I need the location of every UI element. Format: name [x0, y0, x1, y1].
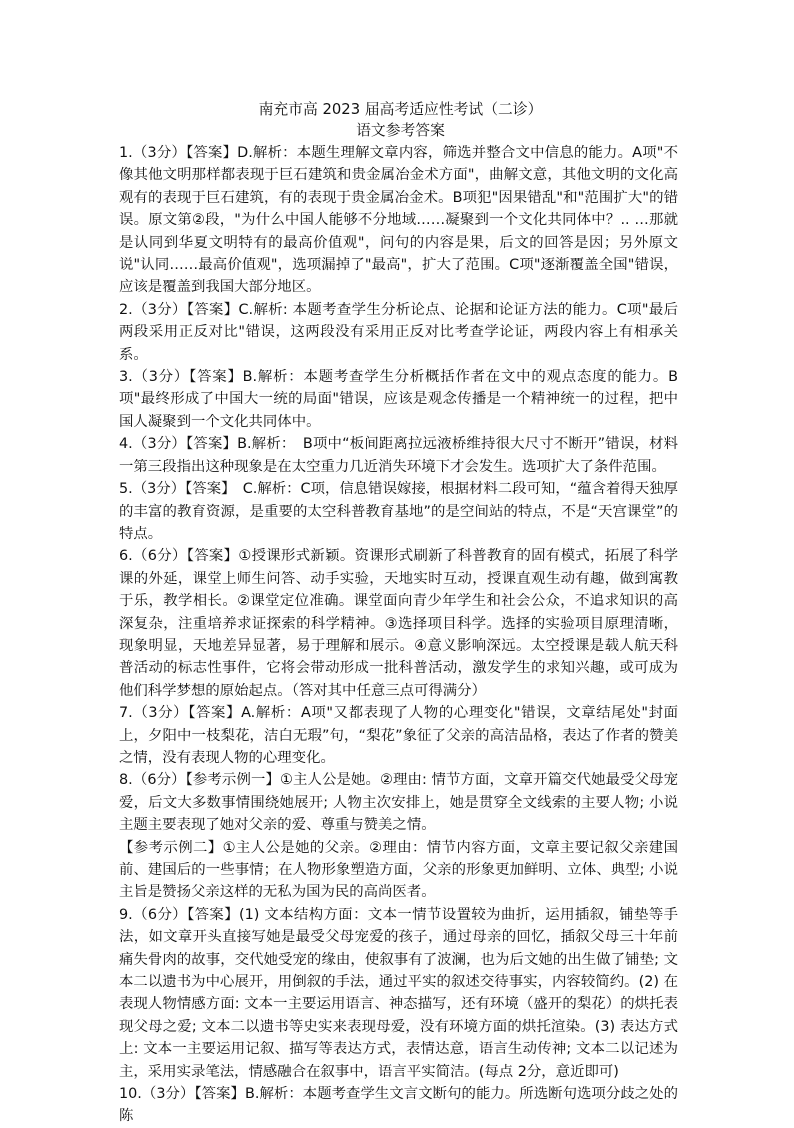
answer-2: 2.（3分）【答案】C.解析: 本题考查学生分析论点、论据和论证方法的能力。C项"最后两段采用正反对比"错误，这两段没有采用正反对比考查学论证，两段内容上有相承关系。	[119, 301, 678, 363]
answer-7: 7.（3分）【答案】A.解析：A项"又都表现了人物的心理变化"错误，文章结尾处"封面上，夕阳中一枝梨花，洁白无瑕”句，“梨花”象征了父亲的高洁品格，表达了作者的赞美之情，没有表现人物的心理变化。	[119, 705, 678, 766]
document-subtitle: 语文参考答案	[356, 122, 445, 139]
answer-8-example-2: 【参考示例二】①主人公是她的父亲。②理由：情节内容方面，文章主要记叙父亲建国前、建国后的一些事情；在人物形象塑造方面，父亲的形象更加鲜明、立体、典型; 小说主旨是赞扬父亲这样的无私为国为民的高尚医者。	[119, 839, 678, 901]
answer-3: 3.（3分）【答案】B.解析：本题考查学生分析概括作者在文中的观点态度的能力。B项"最终形成了中国大一统的局面"错误，应该是观念传播是一个精神统一的过程，把中国人凝聚到一个文化共同体中。	[119, 369, 678, 430]
answer-5: 5.（3分）【答案】 C.解析：C项，信息错误嫁接，根据材料二段可知，“蕴含着得天独厚的丰富的教育资源，是重要的太空科普教育基地”的是空间站的特点，不是“天宫课堂”的特点。	[119, 481, 678, 542]
document-title: 南充市高 2023 届高考适应性考试（二诊）	[258, 101, 543, 118]
answer-8-example-1: 8.（6分）【参考示例一】①主人公是她。②理由: 情节方面，文章开篇交代她最受父母宠爱，后文大多数事情围绕她展开; 人物主次安排上，她是贯穿全文线索的主要人物; 小说主题主要表现了她对父亲的爱、尊重与赞美之情。	[119, 772, 678, 834]
answer-1: 1.（3分）【答案】D.解析：本题生理解文章内容，筛选并整合文中信息的能力。A项"不像其他文明那样都表现于巨石建筑和贵金属冶金术方面"，曲解文意，其他文明的文化高观有的表现于巨石建筑，有的表现于贵金属冶金术。B项犯"因果错乱"和"范围扩大"的错误。原文第②段，"为什么中国人能够不分地域……凝聚到一个文化共同体中？.. …那就是认同到华夏文明特有的最高价值观"，问句的内容是果，后文的回答是因；另外原文说"认同……最高价值观"，选项漏掉了"最高"，扩大了范围。C项"逐渐覆盖全国"错误，应该是覆盖到我国大部分地区。	[119, 145, 678, 296]
answer-6: 6.（6分）【答案】①授课形式新颖。资课形式刷新了科普教育的固有模式，拓展了科学课的外延，课堂上师生问答、动手实验，天地实时互动，授课直观生动有趣，做到寓教于乐，教学相长。②课堂定位准确。课堂面向青少年学生和社会公众，不追求知识的高深复杂，注重培养求证探索的科学精神。③选择项目科学。选择的实验项目原理清晰，现象明显，天地差异显著，易于理解和展示。④意义影响深远。太空授课是载人航天科普活动的标志性事件，它将会带动形成一批科普活动，激发学生的求知兴趣，或可成为他们科学梦想的原始起点。（答对其中任意三点可得满分）	[119, 548, 678, 699]
answer-4: 4.（3分）【答案】B.解析： B项中“板间距离拉远液桥维持很大尺寸不断开”错误，材料一第三段指出这种现象是在太空重力几近消失环境下才会发生。选项扩大了条件范围。	[119, 436, 678, 475]
answer-9: 9.（6分）【答案】(1) 文本结构方面：文本一情节设置较为曲折，运用插叙，铺垫等手法，如文章开头直接写她是最受父母宠爱的孩子，通过母亲的回忆，插叙父母三十年前痛失骨肉的故事，交代她受宠的缘由，使叙事有了波澜，也为后文她的出生做了铺垫; 文本二以遗书为中心展开，用倒叙的手法，通过平实的叙述交待事实，内容较简约。(2) 在表现人物情感方面: 文本一主要运用语言、神态描写，还有环境（盛开的梨花）的烘托表现父母之爱; 文本二以遗书等史实来表现母爱，没有环境方面的烘托渲染。(3) 表达方式上: 文本一主要运用记叙、描写等表达方式，表情达意，语言生动传神; 文本二以记述为主，采用实录笔法，情感融合在叙事中，语言平实简洁。(每点 2分，意近即可)	[119, 906, 678, 1080]
answer-10: 10.（3分）【答案】B.解析：本题考查学生文言文断句的能力。所选断句选项分歧之处的陈	[119, 1086, 678, 1125]
